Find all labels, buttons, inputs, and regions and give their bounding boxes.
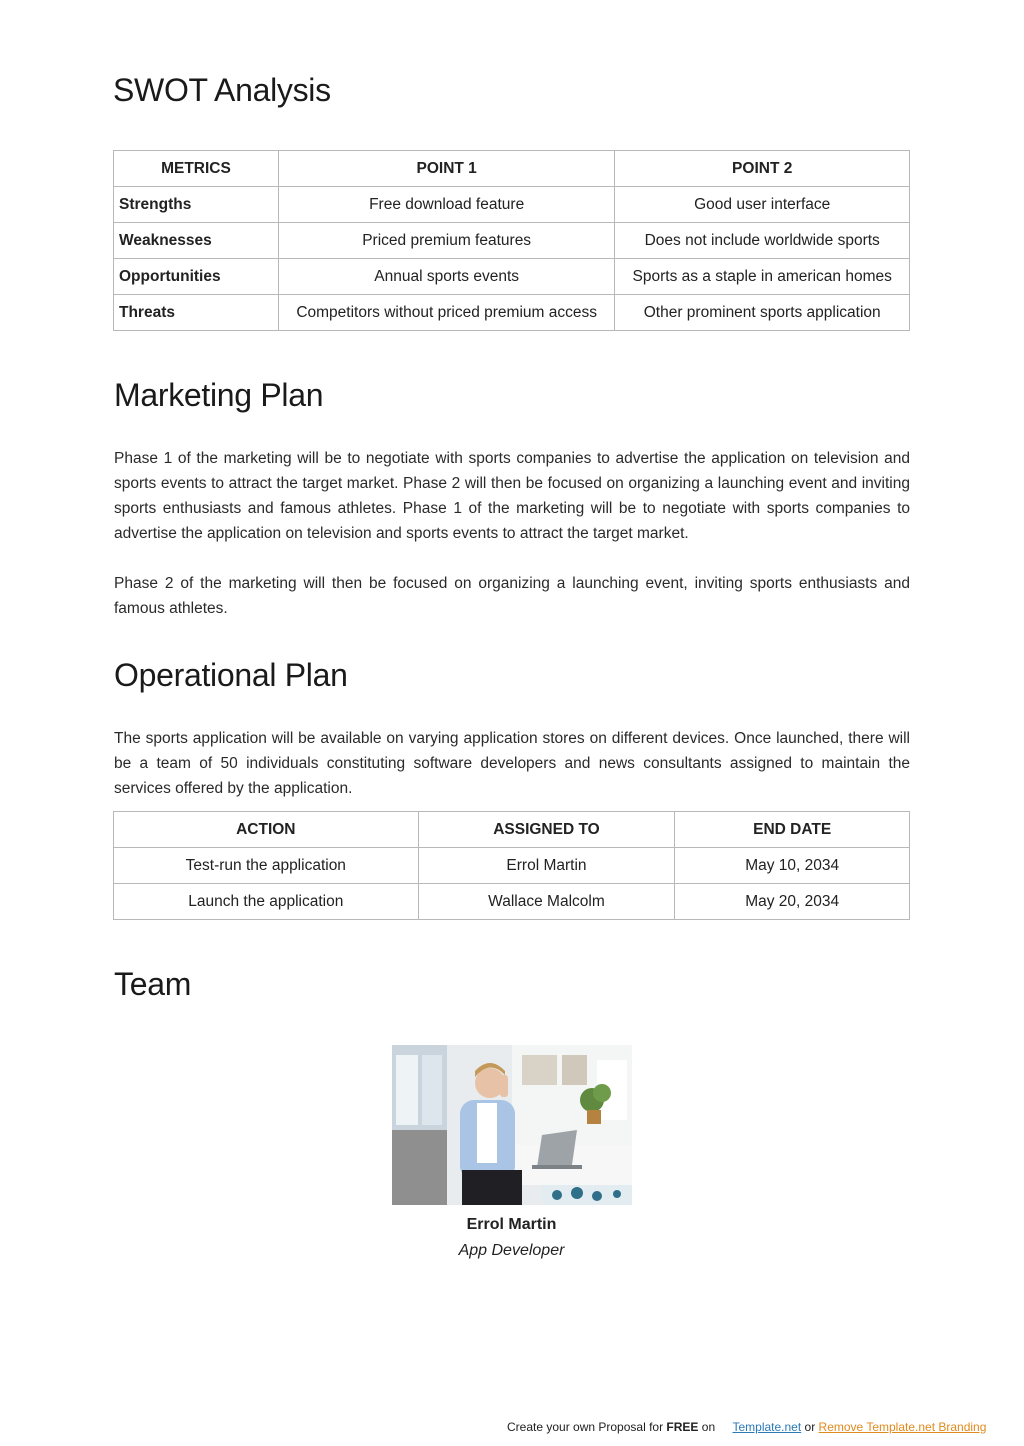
marketing-paragraph-2: Phase 2 of the marketing will then be focused on organizing a launching event, inviting sports enthusiasts and famous athletes. (114, 575, 910, 617)
team-member-role: App Developer (458, 1242, 565, 1259)
swot-metric: Weaknesses (114, 223, 279, 259)
table-row (114, 187, 910, 223)
table-row (114, 295, 910, 331)
swot-metric: Opportunities (114, 259, 279, 295)
operational-cell: Launch the application (114, 884, 419, 920)
swot-header-row (114, 151, 910, 187)
footer-on: on (698, 1420, 716, 1434)
operational-table (113, 811, 910, 920)
swot-cell: Competitors without priced premium access (278, 295, 615, 331)
operational-cell: May 10, 2034 (675, 848, 910, 884)
swot-title: SWOT Analysis (113, 72, 331, 108)
team-title: Team (114, 966, 192, 1002)
operational-header-action: ACTION (114, 812, 419, 848)
operational-cell: Test-run the application (114, 848, 419, 884)
marketing-paragraph-1: Phase 1 of the marketing will be to negotiate with sports companies to advertise the application on television and sports events to attract the target market. Phase 2 will then be focused on organizing a launching event and inviting sports enthusiasts and famous athletes. Phase 1 of the marketing will be to negotiate with sports companies to advertise the application on television and sports events to attract the target market. (114, 450, 910, 542)
operational-header-date: END DATE (675, 812, 910, 848)
swot-cell: Does not include worldwide sports (615, 223, 910, 259)
footer-prefix: Create your own Proposal for (507, 1420, 667, 1434)
table-row (114, 259, 910, 295)
operational-header-row (114, 812, 910, 848)
footer-or: or (801, 1420, 819, 1434)
swot-cell: Annual sports events (278, 259, 615, 295)
operational-header-assigned: ASSIGNED TO (418, 812, 675, 848)
operational-cell: Wallace Malcolm (418, 884, 675, 920)
swot-cell: Good user interface (615, 187, 910, 223)
swot-cell: Priced premium features (278, 223, 615, 259)
swot-cell: Sports as a staple in american homes (615, 259, 910, 295)
operational-title: Operational Plan (114, 657, 348, 693)
operational-cell: Errol Martin (418, 848, 675, 884)
operational-cell: May 20, 2034 (675, 884, 910, 920)
team-member-photo (392, 1045, 632, 1205)
team-member-name: Errol Martin (466, 1216, 557, 1233)
table-row (114, 223, 910, 259)
operational-paragraph: The sports application will be available on varying application stores on different devices. Once launched, there will be a team of 50 individuals constituting software developers and news consultants assigned to maintain the services offered by the application. (114, 730, 910, 797)
swot-table (113, 150, 910, 331)
swot-metric: Threats (114, 295, 279, 331)
remove-branding-link[interactable]: Remove Template.net Branding (818, 1420, 987, 1434)
swot-header-point2: POINT 2 (615, 151, 910, 187)
swot-cell: Other prominent sports application (615, 295, 910, 331)
marketing-title: Marketing Plan (114, 377, 324, 413)
template-net-link[interactable]: Template.net (732, 1420, 802, 1434)
table-row (114, 848, 910, 884)
swot-header-point1: POINT 1 (278, 151, 615, 187)
branding-footer (507, 1420, 986, 1434)
swot-cell: Free download feature (278, 187, 615, 223)
swot-metric: Strengths (114, 187, 279, 223)
table-row (114, 884, 910, 920)
swot-header-metrics: METRICS (114, 151, 279, 187)
footer-free: FREE (666, 1420, 699, 1434)
